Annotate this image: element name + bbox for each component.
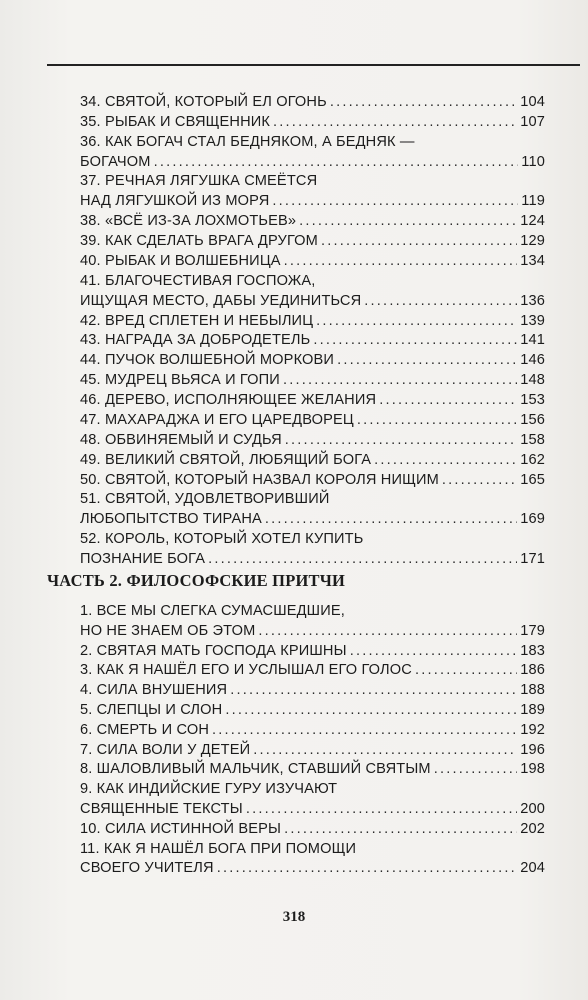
toc-title: 9. КАК ИНДИЙСКИЕ ГУРУ ИЗУЧАЮТ	[80, 781, 338, 798]
toc-title: 36. КАК БОГАЧ СТАЛ БЕДНЯКОМ, А БЕДНЯК —	[80, 133, 415, 150]
toc-page-number: 165	[520, 471, 545, 488]
dot-leader	[316, 310, 517, 332]
toc-title: ПОЗНАНИЕ БОГА	[80, 551, 206, 567]
toc-title: 6. СМЕРТЬ И СОН	[80, 721, 210, 738]
dot-leader	[364, 290, 517, 312]
toc-page-number: 183	[520, 642, 545, 659]
dot-leader	[154, 151, 519, 173]
toc-title: 52. КОРОЛЬ, КОТОРЫЙ ХОТЕЛ КУПИТЬ	[80, 531, 364, 548]
dot-leader	[273, 111, 517, 133]
toc-title: ЛЮБОПЫТСТВО ТИРАНА	[80, 511, 262, 528]
toc-line	[80, 488, 545, 510]
toc-line	[80, 640, 545, 662]
page-number: 318	[282, 909, 306, 925]
toc-line	[80, 679, 545, 701]
toc-title: БОГАЧОМ	[80, 153, 151, 170]
toc-line	[80, 270, 545, 292]
toc-title: 47. МАХАРАДЖА И ЕГО ЦАРЕДВОРЕЦ	[80, 411, 354, 428]
toc-title: ИЩУЩАЯ МЕСТО, ДАБЫ УЕДИНИТЬСЯ	[80, 292, 362, 309]
toc-title: 1. ВСЕ МЫ СЛЕГКА СУМАСШЕДШИЕ,	[80, 603, 345, 619]
toc-line	[80, 838, 545, 860]
dot-leader	[379, 389, 517, 411]
toc-line	[80, 548, 545, 570]
dot-leader	[246, 798, 517, 820]
dot-leader	[313, 329, 517, 351]
toc-line	[80, 210, 545, 232]
toc-page-number: 162	[520, 451, 545, 468]
toc-title: 42. ВРЕД СПЛЕТЕН И НЕБЫЛИЦ	[80, 312, 314, 329]
dot-leader	[434, 758, 517, 780]
toc-title: 51. СВЯТОЙ, УДОВЛЕТВОРИВШИЙ	[80, 491, 330, 508]
toc-page-number: 104	[520, 94, 545, 110]
toc-line	[80, 329, 545, 351]
toc-line	[80, 389, 545, 411]
toc-title: 3. КАК Я НАШЁЛ ЕГО И УСЛЫШАЛ ЕГО ГОЛОС	[80, 662, 412, 679]
toc-title: 2. СВЯТАЯ МАТЬ ГОСПОДА КРИШНЫ	[80, 642, 347, 659]
toc-page-number: 200	[520, 801, 545, 817]
dot-leader	[415, 659, 517, 681]
toc-title: НАД ЛЯГУШКОЙ ИЗ МОРЯ	[80, 193, 270, 210]
toc-page-number: 204	[520, 860, 545, 877]
dot-leader	[337, 349, 517, 371]
dot-leader	[272, 190, 518, 212]
toc-page-number: 139	[520, 312, 545, 329]
toc-line	[80, 699, 545, 721]
dot-leader	[265, 508, 517, 530]
toc-line	[80, 778, 545, 800]
toc-line	[80, 818, 545, 840]
toc-page-number: 134	[520, 252, 545, 269]
toc-line	[80, 857, 545, 879]
dot-leader	[258, 620, 517, 642]
dot-leader	[230, 679, 517, 701]
toc-page-number: 148	[520, 372, 545, 389]
toc-title: 11. КАК Я НАШЁЛ БОГА ПРИ ПОМОЩИ	[80, 840, 357, 857]
toc-title: 8. ШАЛОВЛИВЫЙ МАЛЬЧИК, СТАВШИЙ СВЯТЫМ	[80, 761, 431, 778]
toc-line	[80, 310, 545, 332]
toc-title: 46. ДЕРЕВО, ИСПОЛНЯЮЩЕЕ ЖЕЛАНИЯ	[80, 392, 377, 409]
toc-page-number: 141	[520, 332, 545, 349]
toc-title: 7. СИЛА ВОЛИ У ДЕТЕЙ	[80, 741, 251, 758]
dot-leader	[357, 409, 517, 431]
toc-line	[80, 719, 545, 741]
dot-leader	[350, 640, 518, 662]
toc-page-number: 158	[520, 431, 545, 448]
toc-line	[80, 429, 545, 451]
toc-title: 38. «ВСЁ ИЗ-ЗА ЛОХМОТЬЕВ»	[80, 213, 297, 230]
dot-leader	[321, 230, 517, 252]
toc-page-number: 153	[520, 392, 545, 409]
toc-page-number: 196	[520, 741, 545, 758]
toc-page-number: 119	[521, 193, 545, 210]
toc-line	[80, 739, 545, 761]
toc-title: НО НЕ ЗНАЕМ ОБ ЭТОМ	[80, 622, 256, 639]
top-rule	[47, 64, 580, 66]
toc-title: 4. СИЛА ВНУШЕНИЯ	[80, 682, 228, 699]
toc-line	[80, 290, 545, 312]
toc-line	[80, 798, 545, 820]
toc-page-number: 171	[520, 551, 545, 567]
toc-line	[80, 659, 545, 681]
toc-line	[80, 131, 545, 153]
toc-line	[80, 508, 545, 530]
toc-page-number: 146	[520, 352, 545, 369]
toc-title: 10. СИЛА ИСТИННОЙ ВЕРЫ	[80, 820, 282, 837]
dot-leader	[284, 250, 518, 272]
toc-line	[80, 170, 545, 192]
toc-line	[80, 758, 545, 780]
toc-line	[80, 349, 545, 371]
dot-leader	[217, 857, 517, 879]
toc-page-number: 136	[520, 292, 545, 309]
dot-leader	[442, 469, 517, 491]
toc-title: 39. КАК СДЕЛАТЬ ВРАГА ДРУГОМ	[80, 233, 318, 250]
toc-page-number: 156	[520, 411, 545, 428]
toc-page-number: 179	[520, 622, 545, 639]
toc-line	[80, 469, 545, 491]
toc-page-number: 189	[520, 702, 545, 718]
dot-leader	[208, 548, 517, 570]
toc-title: 48. ОБВИНЯЕМЫЙ И СУДЬЯ	[80, 431, 282, 448]
dot-leader	[374, 449, 517, 471]
toc-page-number: 124	[520, 213, 545, 230]
dot-leader	[299, 210, 517, 232]
toc-line	[80, 151, 545, 173]
toc-title: 44. ПУЧОК ВОЛШЕБНОЙ МОРКОВИ	[80, 352, 335, 369]
toc-line	[80, 250, 545, 272]
toc-line	[80, 230, 545, 252]
toc-line	[80, 620, 545, 642]
toc-line	[80, 111, 545, 133]
toc-page-number: 129	[520, 233, 545, 250]
toc-line	[80, 369, 545, 391]
toc-page-number: 110	[521, 153, 545, 170]
toc-title: 45. МУДРЕЦ ВЬЯСА И ГОПИ	[80, 372, 280, 389]
dot-leader	[253, 739, 517, 761]
toc-line	[80, 600, 545, 622]
dot-leader	[225, 699, 517, 721]
toc-title: 34. СВЯТОЙ, КОТОРЫЙ ЕЛ ОГОНЬ	[80, 94, 327, 110]
toc-line	[80, 91, 545, 113]
dot-leader	[284, 818, 517, 840]
toc-title: 43. НАГРАДА ЗА ДОБРОДЕТЕЛЬ	[80, 332, 311, 349]
toc-title: 35. РЫБАК И СВЯЩЕННИК	[80, 113, 271, 130]
dot-leader	[283, 369, 517, 391]
toc-title: 50. СВЯТОЙ, КОТОРЫЙ НАЗВАЛ КОРОЛЯ НИЩИМ	[80, 471, 439, 488]
toc-title: 41. БЛАГОЧЕСТИВАЯ ГОСПОЖА,	[80, 272, 316, 289]
toc-page-number: 186	[520, 662, 545, 679]
toc-page-number: 202	[520, 820, 545, 837]
toc-line	[80, 449, 545, 471]
dot-leader	[212, 719, 517, 741]
dot-leader	[285, 429, 517, 451]
toc-title: СВОЕГО УЧИТЕЛЯ	[80, 860, 214, 877]
toc-page-number: 192	[520, 721, 545, 738]
toc-page-number: 107	[520, 113, 545, 130]
toc-line	[80, 528, 545, 550]
toc-page-number: 169	[520, 511, 545, 528]
toc-line	[80, 190, 545, 212]
toc-title: 5. СЛЕПЦЫ И СЛОН	[80, 702, 223, 718]
toc-title: 37. РЕЧНАЯ ЛЯГУШКА СМЕЁТСЯ	[80, 173, 318, 190]
toc-line	[80, 409, 545, 431]
toc-title: 40. РЫБАК И ВОЛШЕБНИЦА	[80, 252, 281, 269]
section-heading-part2: ЧАСТЬ 2. ФИЛОСОФСКИЕ ПРИТЧИ	[47, 571, 346, 590]
toc-page-number: 198	[520, 761, 545, 778]
dot-leader	[330, 91, 517, 113]
toc-title: 49. ВЕЛИКИЙ СВЯТОЙ, ЛЮБЯЩИЙ БОГА	[80, 451, 372, 468]
toc-title: СВЯЩЕННЫЕ ТЕКСТЫ	[80, 801, 243, 817]
toc-page-number: 188	[520, 682, 545, 699]
